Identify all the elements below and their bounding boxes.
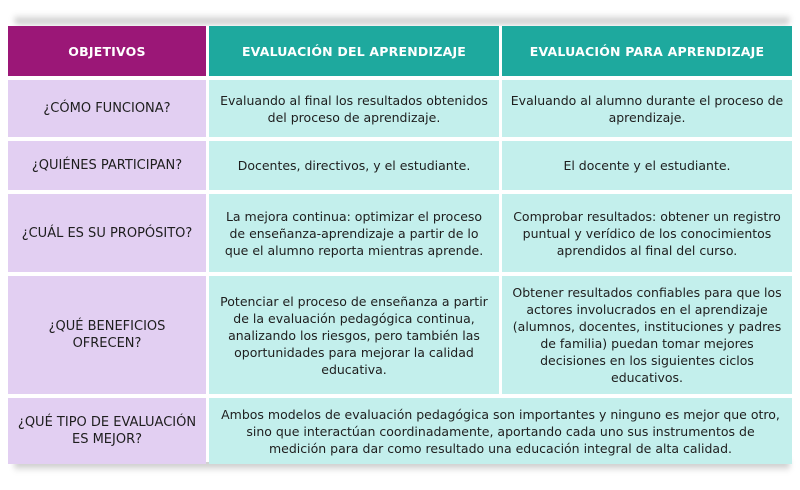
row-question-proposito: ¿CUÁL ES SU PROPÓSITO? (8, 194, 206, 272)
row-question-beneficios: ¿QUÉ BENEFICIOS OFRECEN? (8, 276, 206, 394)
comparison-table (8, 26, 792, 462)
row-cell-para-como-funciona: Evaluando al alumno durante el proceso de aprendizaje. (502, 80, 792, 137)
row-question-quienes-participan: ¿QUIÉNES PARTICIPAN? (8, 141, 206, 190)
header-evaluacion-para-aprendizaje: EVALUACIÓN PARA APRENDIZAJE (502, 26, 792, 76)
row-cell-conclusion: Ambos modelos de evaluación pedagógica son importantes y ninguno es mejor que otro, sino que interactúan coordinadamente, aportando cada uno sus instrumentos de medición para dar como resultado una educación integral de alta calidad. (209, 398, 792, 464)
row-cell-para-quienes-participan: El docente y el estudiante. (502, 141, 792, 190)
row-cell-para-beneficios: Obtener resultados confiables para que los actores involucrados en el aprendizaje (alumnos, docentes, instituciones y padres de familia) puedan tomar mejores decisiones en los siguientes ciclos educativos. (502, 276, 792, 394)
row-question-tipo-mejor: ¿QUÉ TIPO DE EVALUACIÓN ES MEJOR? (8, 398, 206, 464)
row-cell-del-proposito: La mejora continua: optimizar el proceso de enseñanza-aprendizaje a partir de lo que el alumno reporta mientras aprende. (209, 194, 499, 272)
row-question-como-funciona: ¿CÓMO FUNCIONA? (8, 80, 206, 137)
row-cell-del-quienes-participan: Docentes, directivos, y el estudiante. (209, 141, 499, 190)
row-cell-del-como-funciona: Evaluando al final los resultados obtenidos del proceso de aprendizaje. (209, 80, 499, 137)
row-cell-para-proposito: Comprobar resultados: obtener un registro puntual y verídico de los conocimientos aprendidos al final del curso. (502, 194, 792, 272)
header-objectives: OBJETIVOS (8, 26, 206, 76)
header-evaluacion-del-aprendizaje: EVALUACIÓN DEL APRENDIZAJE (209, 26, 499, 76)
row-cell-del-beneficios: Potenciar el proceso de enseñanza a partir de la evaluación pedagógica continua, analizando los riesgos, pero también las oportunidades para mejorar la calidad educativa. (209, 276, 499, 394)
table-top-shadow (14, 14, 790, 24)
